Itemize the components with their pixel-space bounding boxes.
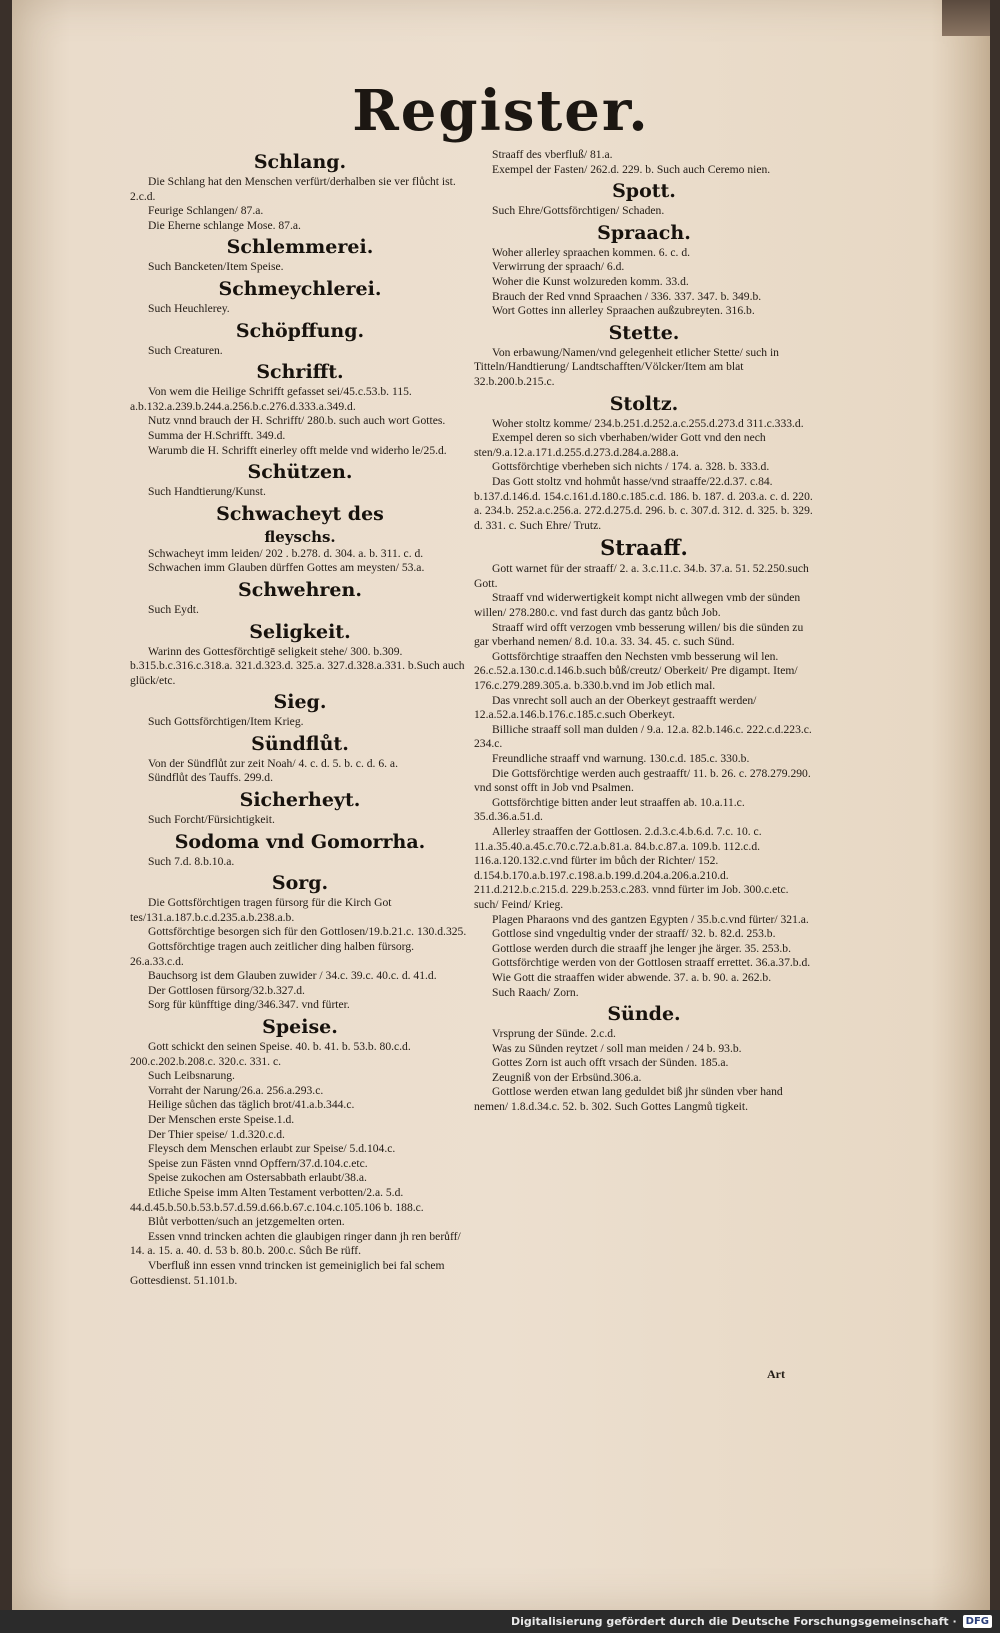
index-entry: Warumb die H. Schrifft einerley offt melde vnd widerho le/25.d.	[148, 443, 447, 457]
section-heading: Stoltz.	[609, 392, 679, 415]
index-entry: Vorraht der Narung/26.a. 256.a.293.c.	[148, 1083, 324, 1097]
index-entry: Das Gott stoltz vnd hohmůt hasse/vnd straaffe/22.d.37. c.84. b.137.d.146.d. 154.c.161.d.180.c.185.c.d. 186. b. 187. d. 203.a. c. d. 220. a. 234.b. 252.a.c.256.a. 272.d.275.d. 296. b. c. 307.d. 312. d. 325. b. 329. d. 331. c. Such Ehre/ Trutz.	[474, 474, 813, 532]
section-subheading: fleyschs.	[264, 527, 336, 546]
index-entry: Gottlose werden etwan lang geduldet biß jhr sünden vber hand nemen/ 1.8.d.34.c. 52. b. 302. Such Gottes Langmů tigkeit.	[474, 1085, 783, 1114]
section-heading: Sieg.	[273, 691, 327, 714]
index-entry: Gott schickt den seinen Speise. 40. b. 41. b. 53.b. 80.c.d. 200.c.202.b.208.c. 320.c. 331. c.	[130, 1040, 411, 1068]
page-edge	[942, 0, 990, 36]
section-heading: Spott.	[612, 180, 676, 203]
section-heading: Spraach.	[597, 221, 691, 244]
index-entry: Schwachen imm Glauben dürffen Gottes am meysten/ 53.a.	[148, 561, 425, 575]
index-entry: Feurige Schlangen/ 87.a.	[148, 204, 264, 218]
index-entry: Zeugniß von der Erbsünd.306.a.	[492, 1070, 642, 1084]
left-column	[130, 148, 470, 1288]
catchword: Art	[767, 1367, 785, 1381]
index-entry: Etliche Speise imm Alten Testament verbotten/2.a. 5.d. 44.d.45.b.50.b.53.b.57.d.59.d.66.b.67.c.104.c.105.106 b. 188.c.	[130, 1185, 424, 1214]
footer-credit: Digitalisierung gefördert durch die Deutsche Forschungsgemeinschaft ·	[510, 1615, 957, 1628]
index-entry: Vberfluß inn essen vnnd trincken ist gemeiniglich bei fal schem Gottesdienst. 51.101.b.	[130, 1258, 445, 1287]
index-entry: Vrsprung der Sünde. 2.c.d.	[492, 1027, 616, 1041]
index-entry: Gottes Zorn ist auch offt vrsach der Sünden. 185.a.	[492, 1056, 729, 1070]
index-entry: Straaff wird offt verzogen vmb besserung willen/ bis die sünden zu gar vberhand nemen/ 8.d. 10.a. 33. 34. 45. c. such Sünd.	[474, 620, 804, 649]
index-entry: Gottsförchtige tragen auch zeitlicher ding halben fürsorg. 26.a.33.c.d.	[130, 940, 415, 968]
index-entry: Blůt verbotten/such an jetzgemelten orten.	[148, 1215, 345, 1229]
index-entry: Gottlose werden durch die straaff jhe lenger jhe ärger. 35. 253.b.	[492, 941, 791, 955]
index-entry: Gottsförchtige vberheben sich nichts / 174. a. 328. b. 333.d.	[492, 460, 770, 474]
index-entry: Gottsförchtige werden von der Gottlosen straaff errettet. 36.a.37.b.d.	[492, 956, 811, 970]
index-entry: Gottsförchtige besorgen sich für den Gottlosen/19.b.21.c. 130.d.325.	[148, 925, 467, 939]
index-entry: Schwacheyt imm leiden/ 202 . b.278. d. 304. a. b. 311. c. d.	[148, 546, 424, 560]
index-entry: Billiche straaff soll man dulden / 9.a. 12.a. 82.b.146.c. 222.c.d.223.c. 234.c.	[474, 722, 812, 751]
index-entry: Die Schlang hat den Menschen verfürt/derhalben sie ver flůcht ist. 2.c.d.	[130, 175, 456, 203]
index-entry: Die Eherne schlange Mose. 87.a.	[148, 218, 301, 232]
index-entry: Such Heuchlerey.	[148, 301, 230, 315]
index-entry: Such Leibsnarung.	[148, 1069, 235, 1083]
index-entry: Exempel deren so sich vberhaben/wider Gott vnd den nech sten/9.a.12.a.171.d.255.d.273.d.284.a.288.a.	[474, 431, 766, 459]
index-entry: Bauchsorg ist dem Glauben zuwider / 34.c. 39.c. 40.c. d. 41.d.	[148, 969, 437, 983]
section-heading: Schwacheyt des	[216, 502, 384, 525]
section-heading: Speise.	[262, 1016, 338, 1038]
section-heading: Schützen.	[247, 461, 353, 484]
dfg-logo: DFG	[963, 1615, 992, 1628]
index-entry: Speise zun Fästen vnnd Opffern/37.d.104.c.etc.	[148, 1156, 368, 1170]
section-heading: Sorg.	[271, 872, 329, 895]
index-entry: Nutz vnnd brauch der H. Schrifft/ 280.b. such auch wort Gottes.	[148, 414, 446, 428]
index-entry: Woher stoltz komme/ 234.b.251.d.252.a.c.255.d.273.d 311.c.333.d.	[492, 416, 804, 430]
index-entry: Wort Gottes inn allerley Spraachen außzubreyten. 316.b.	[492, 304, 755, 318]
section-heading: Stette.	[608, 321, 680, 344]
index-entry: Woher allerley spraachen kommen. 6. c. d.	[492, 245, 691, 259]
index-entry: Die Gottsförchtige werden auch gestraafft/ 11. b. 26. c. 278.279.290. vnd sonst offt in Job vnd Psalmen.	[474, 766, 811, 795]
index-entry: Sündflůt des Tauffs. 299.d.	[148, 771, 274, 785]
index-entry: Woher die Kunst wolzureden komm. 33.d.	[492, 274, 689, 288]
index-entry: Wie Gott die straaffen wider abwende. 37. a. b. 90. a. 262.b.	[492, 970, 772, 984]
index-entry: Warinn des Gottesförchtigē seligkeit stehe/ 300. b.309. b.315.b.c.316.c.318.a. 321.d.323.d. 325.a. 327.d.328.a.331. b.Such auch glück/etc.	[130, 644, 465, 687]
index-entry: Sorg für künfftige ding/346.347. vnd fürter.	[148, 998, 350, 1012]
index-entry: Verwirrung der spraach/ 6.d.	[492, 260, 625, 274]
index-entry: Essen vnnd trincken achten die glaubigen ringer dann jh ren berůff/ 14. a. 15. a. 40. d. 53 b. 80.b. 200.c. Sůch Be rüff.	[130, 1229, 461, 1258]
index-entry: Gottlose sind vngedultig vnder der straaff/ 32. b. 82.d. 253.b.	[492, 927, 776, 941]
section-heading: Sünde.	[607, 1003, 681, 1026]
section-heading: Schmeychlerei.	[218, 277, 382, 300]
section-heading: Schöpffung.	[235, 319, 365, 342]
index-entry: Such Ehre/Gottsförchtigen/ Schaden.	[492, 204, 665, 218]
index-entry: Von wem die Heilige Schrifft gefasset sei/45.c.53.b. 115. a.b.132.a.239.b.244.a.256.b.c.276.d.333.a.349.d.	[130, 385, 412, 413]
index-entry: Such Handtierung/Kunst.	[148, 485, 266, 499]
book-page	[12, 0, 990, 1610]
index-entry: Was zu Sünden reytzet / soll man meiden / 24 b. 93.b.	[492, 1041, 742, 1055]
index-entry: Plagen Pharaons vnd des gantzen Egypten / 35.b.c.vnd fürter/ 321.a.	[492, 912, 809, 926]
index-entry: Gott warnet für der straaff/ 2. a. 3.c.11.c. 34.b. 37.a. 51. 52.250.such Gott.	[474, 562, 809, 590]
section-heading: Straaff.	[600, 535, 688, 561]
section-heading: Schlang.	[253, 151, 347, 173]
index-entry: Such Bancketen/Item Speise.	[148, 260, 284, 274]
index-entry: Heilige sůchen das täglich brot/41.a.b.344.c.	[148, 1098, 355, 1112]
index-entry: Such 7.d. 8.b.10.a.	[148, 854, 235, 868]
index-entry: Gottsförchtige bitten ander leut straaffen ab. 10.a.11.c. 35.d.36.a.51.d.	[474, 795, 745, 824]
index-entry: Der Gottlosen fürsorg/32.b.327.d.	[148, 983, 305, 997]
index-entry: Der Thier speise/ 1.d.320.c.d.	[148, 1127, 285, 1141]
index-entry: Fleysch dem Menschen erlaubt zur Speise/ 5.d.104.c.	[148, 1142, 396, 1156]
section-heading: Schlemmerei.	[226, 236, 374, 259]
section-heading: Sündflůt.	[251, 732, 349, 755]
index-entry: Allerley straaffen der Gottlosen. 2.d.3.c.4.b.6.d. 7.c. 10. c. 11.a.35.40.a.45.c.70.c.72.a.b.81.a. 84.b.c.87.a. 109.b. 112.c.d. 116.a.120.132.c.vnd fürter im bůch der Richter/ 152. d.154.b.170.a.b.197.c.198.a.b.199.d.204.a.206.a.210.d. 211.d.212.b.c.215.d. 229.b.253.c.283. vnnd fürter im Job. 300.c.etc. such/ Feind/ Krieg.	[474, 824, 789, 911]
index-entry: Der Menschen erste Speise.1.d.	[148, 1112, 295, 1126]
index-entry: Von der Sündflůt zur zeit Noah/ 4. c. d. 5. b. c. d. 6. a.	[148, 756, 398, 770]
section-heading: Seligkeit.	[249, 620, 351, 643]
index-entry: Such Forcht/Fürsichtigkeit.	[148, 813, 275, 827]
page-header: Register.	[352, 78, 650, 144]
index-entry: Speise zukochen am Ostersabbath erlaubt/38.a.	[148, 1171, 367, 1185]
index-entry: Gottsförchtige straaffen den Nechsten vmb besserung wil len. 26.c.52.a.130.c.d.146.b.such bůß/creutz/ Oberkeit/ Pre digampt. Item/ 176.c.279.289.305.a. b.330.b.vnd im Job etlich mal.	[474, 649, 798, 693]
section-heading: Schwehren.	[238, 578, 362, 601]
index-entry: Such Eydt.	[148, 602, 199, 616]
index-entry: Brauch der Red vnnd Spraachen / 336. 337. 347. b. 349.b.	[492, 289, 762, 303]
index-entry: Von erbawung/Namen/vnd gelegenheit etlicher Stette/ such in Titteln/Handtierung/ Landtschafften/Völcker/Item am blat 32.b.200.b.215.c.	[474, 345, 779, 388]
right-column	[474, 148, 814, 1115]
index-entry: Straaff des vberfluß/ 81.a.	[492, 148, 613, 161]
index-entry: Exempel der Fasten/ 262.d. 229. b. Such auch Ceremo nien.	[492, 162, 771, 176]
section-heading: Sodoma vnd Gomorrha.	[174, 830, 426, 853]
index-entry: Such Gottsförchtigen/Item Krieg.	[148, 715, 304, 729]
index-entry: Die Gottsförchtigen tragen fürsorg für die Kirch Got tes/131.a.187.b.c.d.235.a.b.238.a.b.	[130, 896, 392, 924]
index-entry: Straaff vnd widerwertigkeit kompt nicht allwegen vmb der sünden willen/ 278.280.c. vnd fast durch das gantz bůch Job.	[474, 591, 801, 620]
index-entry: Such Creaturen.	[148, 343, 223, 357]
index-entry: Das vnrecht soll auch an der Oberkeyt gestraafft werden/ 12.a.52.a.146.b.176.c.185.c.such Oberkeyt.	[474, 693, 757, 722]
section-heading: Schrifft.	[256, 361, 344, 384]
section-heading: Sicherheyt.	[239, 789, 361, 812]
index-entry: Summa der H.Schrifft. 349.d.	[148, 428, 286, 442]
index-entry: Such Raach/ Zorn.	[492, 985, 579, 999]
footer-bar	[0, 1610, 1000, 1633]
index-entry: Freundliche straaff vnd warnung. 130.c.d. 185.c. 330.b.	[492, 752, 750, 765]
